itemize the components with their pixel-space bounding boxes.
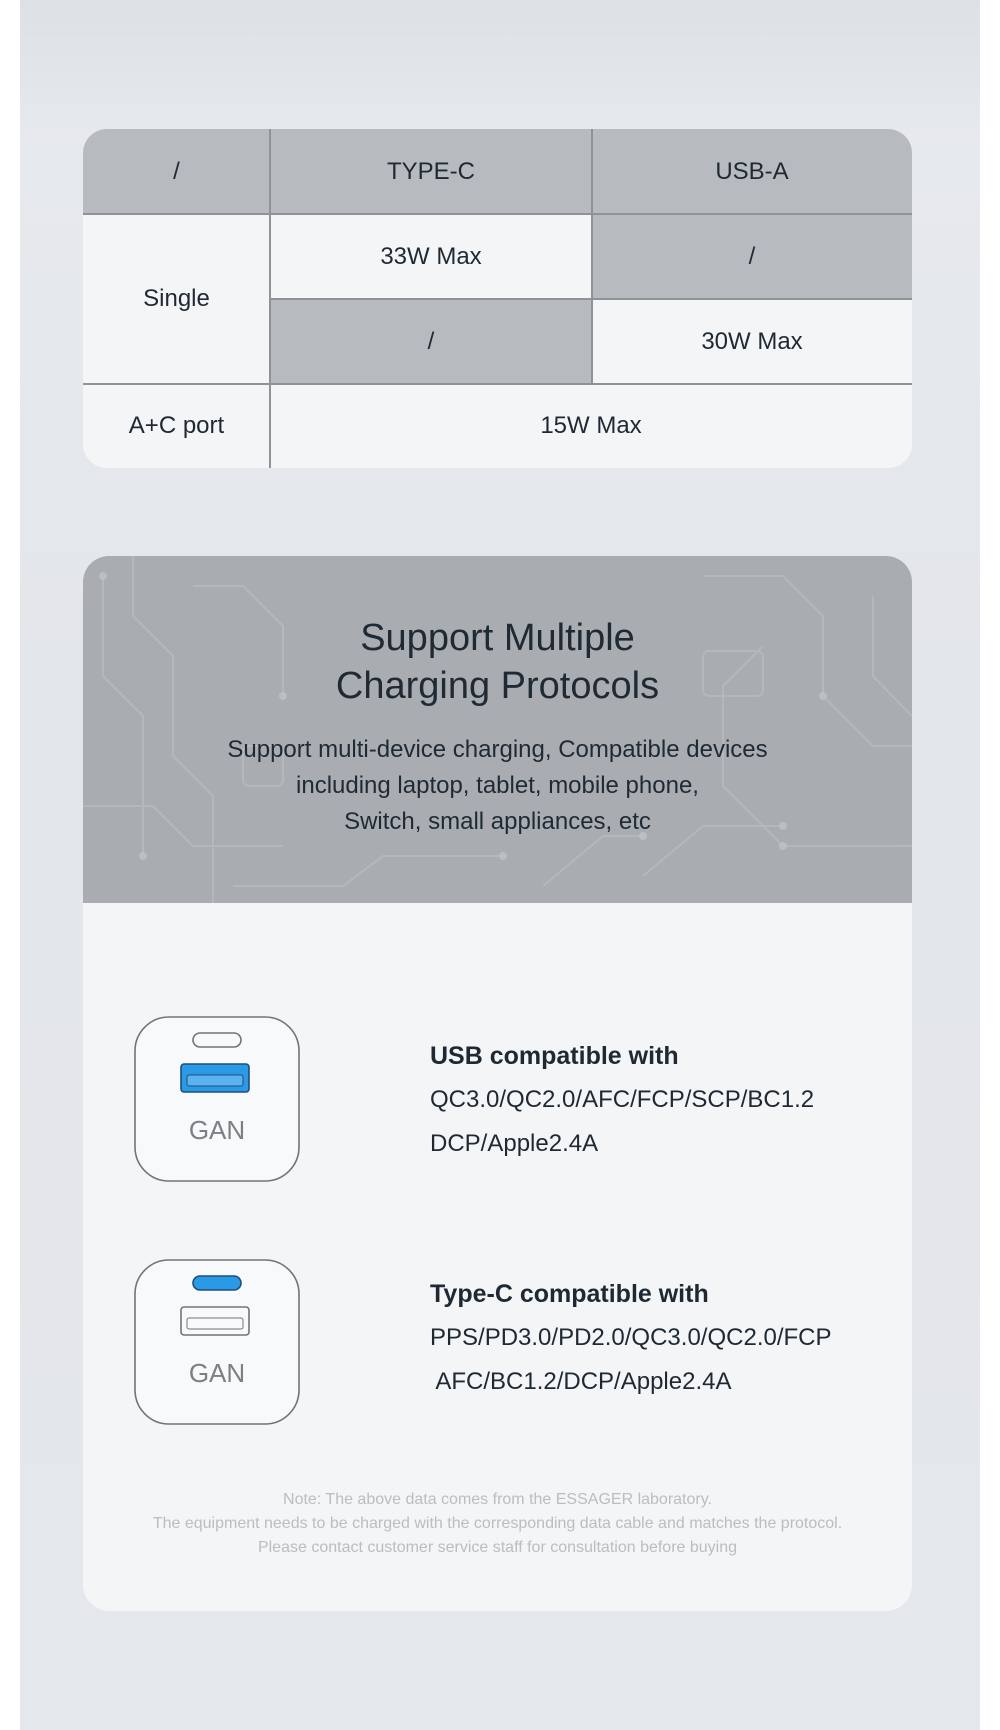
cell-single-usba-1: /	[592, 214, 912, 299]
protocols-header-band	[83, 556, 912, 903]
typec-compat-heading: Type-C compatible with	[430, 1280, 709, 1308]
type-c-port-icon	[193, 1276, 241, 1290]
usb-compat-line-1: QC3.0/QC2.0/AFC/FCP/SCP/BC1.2	[430, 1086, 815, 1113]
table-divider	[591, 129, 593, 384]
table-divider	[269, 129, 271, 468]
charger-usb-port-highlight-illustration	[133, 1015, 301, 1183]
type-c-port-icon	[193, 1033, 241, 1047]
table-header-usba: USB-A	[592, 129, 912, 214]
table-header-corner: /	[83, 129, 270, 214]
lab-note-line-1: Note: The above data comes from the ESSAGER laboratory.	[283, 1491, 712, 1508]
table-header-typec: TYPE-C	[270, 129, 592, 214]
protocols-subtitle	[83, 732, 912, 840]
table-divider	[83, 383, 912, 385]
row-label-ac-port: A+C port	[83, 384, 270, 468]
cell-ac-port-value: 15W Max	[270, 384, 912, 468]
protocols-title-line-2: Charging Protocols	[335, 665, 660, 707]
table-divider	[83, 213, 912, 215]
lab-note-line-3: Please contact customer service staff for consultation before buying	[257, 1539, 738, 1556]
usb-compat-line-2: DCP/Apple2.4A	[430, 1130, 599, 1157]
power-spec-table	[83, 129, 912, 468]
typec-compat-line-1: PPS/PD3.0/PD2.0/QC3.0/QC2.0/FCP	[430, 1324, 832, 1351]
usb-compat-heading: USB compatible with	[430, 1042, 679, 1070]
protocols-title-line-1: Support Multiple	[360, 617, 635, 659]
lab-note-line-2: The equipment needs to be charged with the corresponding data cable and matches the protocol.	[152, 1515, 843, 1532]
row-label-single: Single	[83, 214, 270, 384]
cell-single-typec-2: /	[270, 299, 592, 384]
protocols-subtitle-line-3: Switch, small appliances, etc	[344, 808, 651, 835]
typec-compatibility	[430, 1272, 890, 1404]
protocols-title	[83, 614, 912, 710]
gan-logo-text: GAN	[188, 1358, 246, 1388]
protocols-subtitle-line-1: Support multi-device charging, Compatible devices	[227, 736, 768, 763]
usb-compatibility	[430, 1034, 890, 1166]
cell-single-usba-2: 30W Max	[592, 299, 912, 384]
circuit-pattern-decoration	[83, 556, 912, 903]
cell-single-typec-1: 33W Max	[270, 214, 592, 299]
charging-protocols-card	[83, 556, 912, 1611]
gan-logo-text: GAN	[188, 1115, 246, 1145]
protocols-subtitle-line-2: including laptop, tablet, mobile phone,	[296, 772, 699, 799]
lab-note	[83, 1488, 912, 1560]
typec-compat-line-2: AFC/BC1.2/DCP/Apple2.4A	[430, 1368, 732, 1395]
charger-typec-port-highlight-illustration	[133, 1258, 301, 1426]
